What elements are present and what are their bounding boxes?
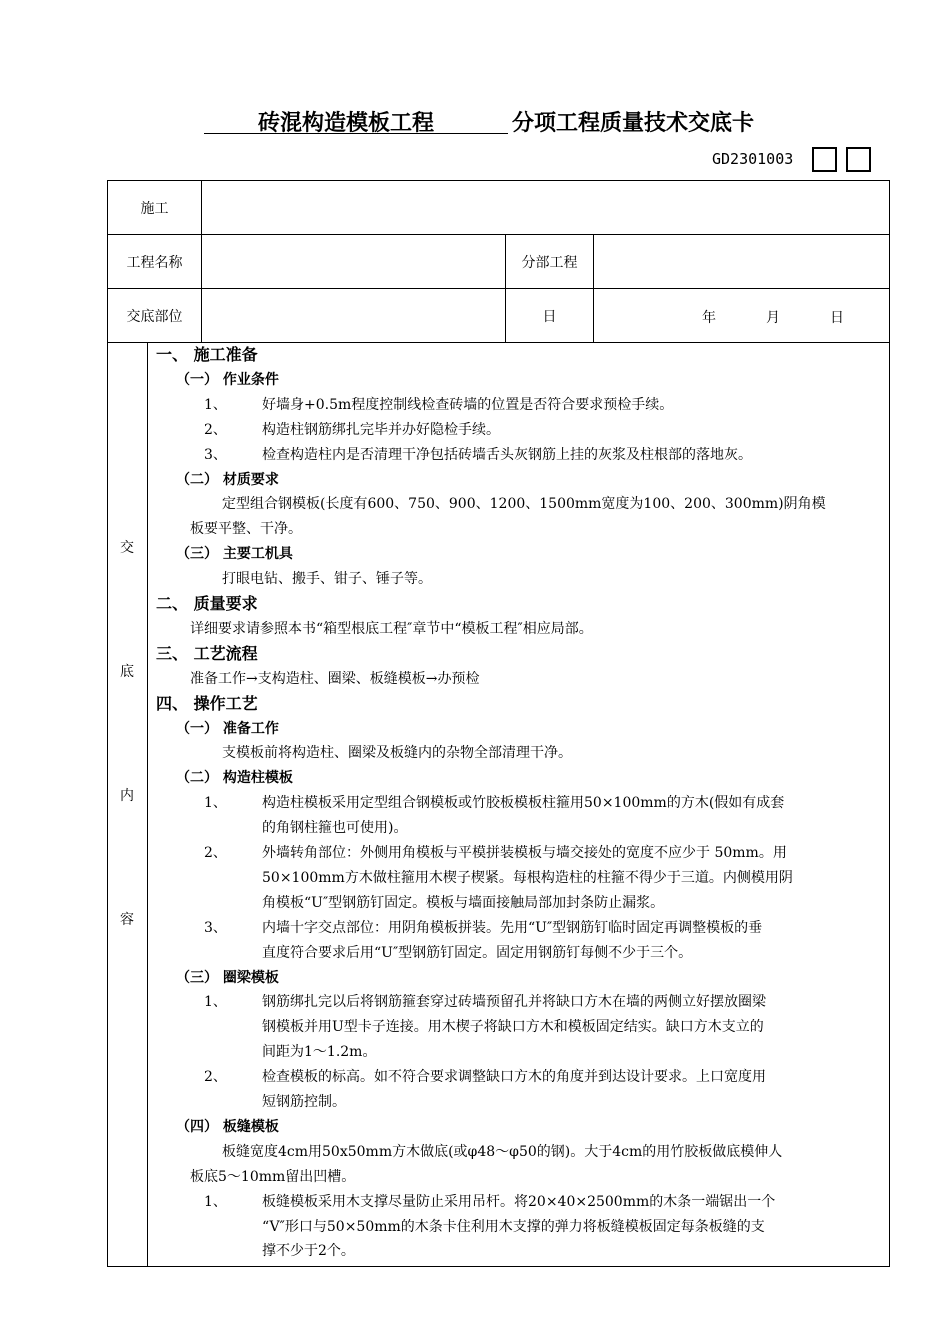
disclosure-location-value[interactable] [202,289,506,343]
paragraph-line: 50×100mm方木做柱箍用木楔子楔紧。每根构造柱的柱箍不得少于三道。内侧模用阴 [262,869,793,886]
list-number: 1、 [204,1193,227,1210]
list-number: 2、 [204,845,227,861]
subsection-heading: （一） 准备工作 [176,720,279,737]
checkbox-1[interactable] [812,147,837,172]
project-name-value[interactable] [202,235,506,289]
paragraph-line: 定型组合钢模板(长度有600、750、900、1200、1500mm宽度为100、200、300mm)阴角模 [222,496,826,513]
disclosure-location-label: 交底部位 [108,289,202,343]
paragraph-line: 的角钢柱箍也可使用)。 [262,820,408,837]
paragraph-line: 间距为1～1.2m。 [262,1044,377,1061]
list-item-text: 钢筋绑扎完以后将钢筋箍套穿过砖墙预留孔并将缺口方木在墙的两侧立好摆放圈梁 [262,994,766,1011]
side-char: 底 [120,664,134,680]
paragraph-line: 支模板前将构造柱、圈梁及板缝内的杂物全部清理干净。 [222,745,572,762]
list-item-text: 外墙转角部位：外侧用角模板与平模拼装模板与墙交接处的宽度不应少于 50mm。用 [262,845,787,861]
list-item-text: 板缝模板采用木支撑尽量防止采用吊杆。将20×40×2500mm的木条一端锯出一个 [262,1193,776,1210]
list-item-text: 检查构造柱内是否清理干净包括砖墙舌头灰钢筋上挂的灰浆及柱根部的落地灰。 [262,446,752,463]
list-item-text: 检查模板的标高。如不符合要求调整缺口方木的角度并到达设计要求。上口宽度用 [262,1069,766,1086]
side-char: 内 [120,788,134,804]
sub-project-value[interactable] [594,235,890,289]
subsection-heading: （二） 材质要求 [176,471,279,488]
section-heading: 一、 施工准备 [156,345,258,364]
date-year: 年 [702,310,716,326]
card-title: 分项工程质量技术交底卡 [512,111,755,136]
subsection-heading: （三） 圈梁模板 [176,969,279,986]
subsection-heading: （四） 板缝模板 [176,1118,279,1135]
subsection-heading: （一） 作业条件 [176,371,279,388]
paragraph-line: 打眼电钻、搬手、钳子、锤子等。 [222,571,432,588]
sub-project-label: 分部工程 [506,235,594,289]
paragraph-line: 角模板“U″型钢筋钉固定。模板与墙面接触局部加封条防止漏浆。 [262,894,665,911]
content-body [148,343,890,1267]
date-value[interactable] [594,289,890,343]
paragraph-line: “V″形口与50×50mm的木条卡住利用木支撑的弹力将板缝模板固定每条板缝的支 [262,1218,765,1235]
date-day: 日 [830,310,844,326]
paragraph-line: 详细要求请参照本书“箱型根底工程″章节中“模板工程″相应局部。 [190,620,593,637]
subsection-heading: （二） 构造柱模板 [176,770,293,787]
project-title: 砖混构造模板工程 [258,111,435,136]
paragraph-line: 板缝宽度4cm用50x50mm方木做底(或φ48～φ50的钢)。大于4cm的用竹胶板做底模伸人 [222,1143,783,1160]
paragraph-line: 板底5～10mm留出凹槽。 [190,1168,356,1185]
date-month: 月 [766,310,780,326]
date-label: 日 [506,289,594,343]
document-title [0,106,950,140]
list-item-text: 构造柱模板采用定型组合钢模板或竹胶板模板柱箍用50×100mm的方木(假如有成套 [262,795,785,812]
list-item-text: 内墙十字交点部位：用阴角模板拼装。先用“U″型钢筋钉临时固定再调整模板的垂 [262,919,763,936]
side-char: 交 [120,540,134,556]
document-code: GD2301003 [712,150,794,168]
list-number: 3、 [204,919,227,936]
checkbox-2[interactable] [846,147,871,172]
list-item-text: 构造柱钢筋绑扎完毕并办好隐检手续。 [262,421,500,438]
list-number: 1、 [204,795,227,812]
list-number: 1、 [204,994,227,1011]
paragraph-line: 短钢筋控制。 [262,1094,346,1110]
paragraph-line: 撑不少于2个。 [262,1243,355,1260]
section-heading: 四、 操作工艺 [156,693,258,713]
list-number: 2、 [204,421,227,438]
construction-value[interactable] [202,181,890,235]
section-heading: 三、 工艺流程 [156,643,258,663]
section-heading: 二、 质量要求 [156,594,258,613]
paragraph-line: 钢模板并用U型卡子连接。用木楔子将缺口方木和模板固定结实。缺口方木支立的 [262,1019,764,1036]
list-number: 3、 [204,446,227,463]
list-number: 2、 [204,1069,227,1086]
side-char: 容 [120,912,134,928]
disclosure-table [107,180,890,1267]
paragraph-line: 板要平整、干净。 [190,521,302,538]
subsection-heading: （三） 主要工机具 [176,546,293,563]
paragraph-line: 直度符合要求后用“U″型钢筋钉固定。固定用钢筋钉每侧不少于三个。 [262,944,693,961]
construction-label: 施工 [108,181,202,235]
list-number: 1、 [204,396,227,413]
paragraph-line: 准备工作→支构造柱、圈梁、板缝模板→办预检 [190,670,480,687]
list-item-text: 好墙身+0.5m程度控制线检查砖墙的位置是否符合要求预检手续。 [262,396,674,413]
content-side-label [108,343,148,1267]
project-name-label: 工程名称 [108,235,202,289]
